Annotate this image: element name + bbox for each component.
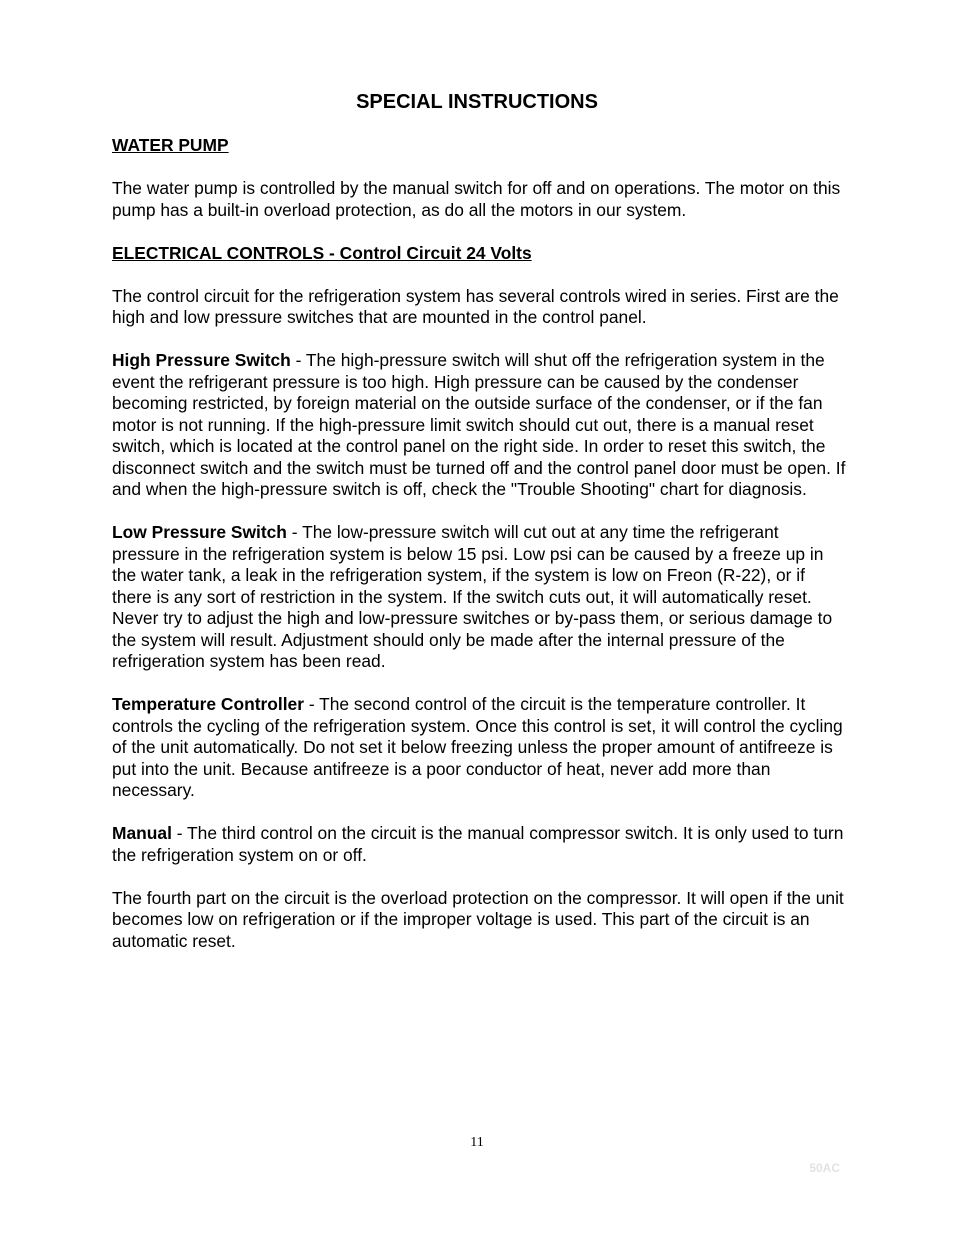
- term-low-pressure-switch: Low Pressure Switch: [112, 522, 287, 542]
- term-manual: Manual: [112, 823, 172, 843]
- paragraph-high-pressure-switch: [112, 350, 847, 501]
- paragraph-control-circuit-intro: The control circuit for the refrigeration system has several controls wired in series. First are the high and low pressure switches that are mounted in the control panel.: [112, 285, 839, 327]
- text-manual: - The third control on the circuit is the manual compressor switch. It is only used to turn the refrigeration system on or off.: [112, 823, 844, 865]
- page-title: SPECIAL INSTRUCTIONS: [356, 91, 598, 113]
- page-number: 11: [470, 1135, 484, 1150]
- term-temperature-controller: Temperature Controller: [112, 694, 304, 714]
- term-high-pressure-switch: High Pressure Switch: [112, 350, 291, 370]
- paragraph-overload-protection: The fourth part on the circuit is the overload protection on the compressor. It will open if the unit becomes low on refrigeration or if the improper voltage is used. This part of the circuit is an automatic reset.: [112, 887, 844, 951]
- text-low-pressure-switch: - The low-pressure switch will cut out at any time the refrigerant pressure in the refrigeration system is below 15 psi. Low psi can be caused by a freeze up in the water tank, a leak in the refrigeration system, if the system is low on Freon (R-22), or if there is any sort of restriction in the system. If the switch cuts out, it will automatically reset. Never try to adjust the high and low-pressure switches or by-pass them, or serious damage to the system will result. Adjustment should only be made after the internal pressure of the refrigeration system has been read.: [112, 522, 833, 671]
- text-temperature-controller: - The second control of the circuit is the temperature controller. It controls the cycling of the refrigeration system. Once this control is set, it will control the cycling of the unit automatically. Do not set it below freezing unless the proper amount of antifreeze is put into the unit. Because antifreeze is a poor conductor of heat, never add more than necessary.: [112, 694, 843, 800]
- section-heading-water-pump: WATER PUMP: [112, 135, 229, 155]
- text-high-pressure-switch: - The high-pressure switch will shut off the refrigeration system in the event the refrigerant pressure is too high. High pressure can be caused by the condenser becoming restricted, by foreign material on the outside surface of the condenser, or if the fan motor is not running. If the high-pressure limit switch should cut out, there is a manual reset switch, which is located at the control panel on the right side. In order to reset this switch, the disconnect switch and the switch must be turned off and the control panel door must be open. If and when the high-pressure switch is off, check the "Trouble Shooting" chart for diagnosis.: [112, 350, 846, 499]
- paragraph-low-pressure-switch: [112, 522, 847, 673]
- document-code: 50AC: [809, 1161, 840, 1175]
- paragraph-temperature-controller: [112, 694, 847, 802]
- paragraph-manual: [112, 823, 847, 866]
- section-heading-electrical-controls: ELECTRICAL CONTROLS - Control Circuit 24 Volts: [112, 242, 532, 263]
- document-body: [112, 135, 847, 974]
- paragraph-water-pump: The water pump is controlled by the manual switch for off and on operations. The motor on this pump has a built-in overload protection, as do all the motors in our system.: [112, 178, 841, 220]
